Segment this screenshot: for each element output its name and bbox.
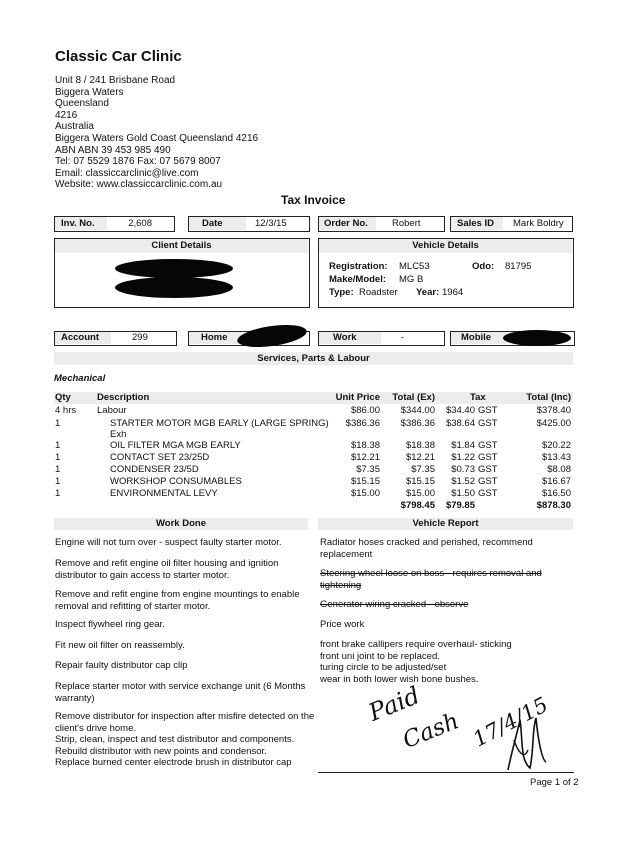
document-title: Tax Invoice bbox=[281, 193, 346, 207]
address-line: Australia bbox=[55, 121, 94, 133]
work-phone-box bbox=[318, 331, 445, 346]
col-total-ex: Total (Ex) bbox=[392, 392, 435, 403]
redacted-client-name bbox=[115, 259, 233, 278]
row-qty: 1 bbox=[55, 440, 61, 451]
row-desc: WORKSHOP CONSUMABLES bbox=[110, 476, 242, 487]
client-details-box bbox=[54, 238, 310, 308]
row-tax: $1.52 bbox=[451, 476, 475, 487]
col-description: Description bbox=[97, 392, 150, 403]
row-inc: $378.40 bbox=[536, 405, 571, 416]
handwritten-paid: Paid bbox=[364, 681, 424, 727]
order-number-box bbox=[318, 216, 445, 232]
odo-value: 81795 bbox=[505, 261, 532, 272]
vehicle-details-title: Vehicle Details bbox=[319, 239, 572, 253]
row-desc: Labour bbox=[97, 405, 127, 416]
footer-rule bbox=[318, 772, 574, 773]
work-done-item: Engine will not turn over - suspect faulty starter motor. bbox=[55, 537, 282, 548]
vehicle-report-item-struck: Generator wiring cracked - observe bbox=[320, 599, 469, 610]
section-mechanical: Mechanical bbox=[54, 373, 106, 384]
row-qty: 4 hrs bbox=[55, 405, 77, 416]
odo-label: Odo: bbox=[472, 261, 495, 272]
row-gst: GST bbox=[478, 418, 498, 429]
address-line: Queensland bbox=[55, 98, 109, 110]
row-gst: GST bbox=[478, 440, 498, 451]
row-gst: GST bbox=[478, 464, 498, 475]
vehicle-details-box bbox=[318, 238, 574, 308]
page-number: Page 1 of 2 bbox=[530, 777, 579, 788]
row-gst: GST bbox=[478, 488, 498, 499]
row-tax: $0.73 bbox=[451, 464, 475, 475]
row-gst: GST bbox=[478, 452, 498, 463]
redacted-mobile-phone bbox=[503, 330, 571, 346]
row-ex: $344.00 bbox=[400, 405, 435, 416]
handwritten-cash: Cash bbox=[399, 708, 463, 754]
company-address bbox=[55, 75, 258, 191]
work-done-item: Replace starter motor with service exchange unit (6 Months warranty) bbox=[55, 681, 306, 704]
row-qty: 1 bbox=[55, 488, 61, 499]
row-ex: $18.38 bbox=[405, 440, 435, 451]
sales-value: Mark Boldry bbox=[513, 218, 564, 229]
row-ex: $12.21 bbox=[405, 452, 435, 463]
invoice-number-box bbox=[54, 216, 175, 232]
row-tax: $1.50 bbox=[451, 488, 475, 499]
year-value: 1964 bbox=[442, 287, 464, 298]
work-done-item: Remove and refit engine from engine mountings to enable removal and refitting of starter motor. bbox=[55, 589, 300, 612]
total-ex: $798.45 bbox=[400, 500, 435, 511]
sales-id-box bbox=[450, 216, 573, 232]
home-label: Home bbox=[189, 332, 241, 344]
services-title: Services, Parts & Labour bbox=[54, 352, 573, 365]
row-desc: STARTER MOTOR MGB EARLY (LARGE SPRING) bbox=[110, 418, 329, 429]
year-label: Year: bbox=[416, 287, 440, 298]
type-label: Type: bbox=[329, 287, 354, 298]
row-gst: GST bbox=[478, 405, 498, 416]
vehicle-report-item-struck: Steering wheel loose on boss - requires removal and tightening bbox=[320, 568, 542, 591]
row-qty: 1 bbox=[55, 452, 61, 463]
work-done-item: Repair faulty distributor cap clip bbox=[55, 660, 188, 671]
row-ex: $386.36 bbox=[400, 418, 435, 429]
row-tax: $34.40 bbox=[445, 405, 475, 416]
row-unit: $86.00 bbox=[350, 405, 380, 416]
order-label: Order No. bbox=[319, 217, 376, 230]
home-phone-box bbox=[188, 331, 310, 346]
total-inc: $878.30 bbox=[536, 500, 571, 511]
phone-line: Tel: 07 5529 1876 Fax: 07 5679 8007 bbox=[55, 156, 221, 168]
row-gst: GST bbox=[478, 476, 498, 487]
vehicle-report-item: front brake callipers require overhaul- sticking front uni joint to be replaced. turing circle to be adjusted/set wear in both lower wish bone bushes. bbox=[320, 639, 512, 685]
handwritten-date: 17/4/15 bbox=[469, 692, 552, 752]
row-unit: $15.15 bbox=[350, 476, 380, 487]
row-desc: ENVIRONMENTAL LEVY bbox=[110, 488, 218, 499]
row-inc: $8.08 bbox=[547, 464, 571, 475]
registration-label: Registration: bbox=[329, 261, 388, 272]
address-line: Biggera Waters bbox=[55, 86, 124, 98]
vehicle-report-item: Radiator hoses cracked and perished, recommend replacement bbox=[320, 537, 533, 560]
row-qty: 1 bbox=[55, 476, 61, 487]
email-line: Email: classiccarclinic@live.com bbox=[55, 167, 199, 179]
col-qty: Qty bbox=[55, 392, 71, 403]
date-label: Date bbox=[189, 217, 246, 230]
row-unit: $386.36 bbox=[345, 418, 380, 429]
address-line: Biggera Waters Gold Coast Queensland 4216 bbox=[55, 132, 259, 144]
redacted-home-phone bbox=[236, 321, 308, 351]
work-done-item: Remove distributor for inspection after misfire detected on the client's drive home. Strip, clean, inspect and test distributor and components. Rebuild distributor with new points and condensor. Replace burned center electrode brush in distributor cap bbox=[55, 711, 315, 768]
company-name: Classic Car Clinic bbox=[55, 48, 182, 65]
client-details-title: Client Details bbox=[55, 239, 308, 253]
row-tax: $38.64 bbox=[445, 418, 475, 429]
work-label: Work bbox=[319, 332, 381, 344]
row-inc: $13.43 bbox=[541, 452, 571, 463]
registration-value: MLC53 bbox=[399, 261, 430, 272]
row-unit: $18.38 bbox=[350, 440, 380, 451]
row-ex: $15.15 bbox=[405, 476, 435, 487]
sales-label: Sales ID bbox=[451, 217, 503, 230]
row-unit: $7.35 bbox=[356, 464, 380, 475]
abn-line: ABN ABN 39 453 985 490 bbox=[55, 144, 171, 156]
work-done-item: Inspect flywheel ring gear. bbox=[55, 619, 165, 630]
date-box bbox=[188, 216, 310, 232]
row-unit: $15.00 bbox=[350, 488, 380, 499]
row-desc-continued: Exh bbox=[110, 429, 127, 440]
work-done-title: Work Done bbox=[54, 518, 308, 530]
row-inc: $16.50 bbox=[541, 488, 571, 499]
work-done-item: Remove and refit engine oil filter housing and ignition distributor to gain access to starter motor. bbox=[55, 558, 279, 581]
make-model-value: MG B bbox=[399, 274, 424, 285]
row-ex: $15.00 bbox=[405, 488, 435, 499]
signature-scribble bbox=[490, 690, 560, 780]
col-unit-price: Unit Price bbox=[335, 392, 380, 403]
row-desc: OIL FILTER MGA MGB EARLY bbox=[110, 440, 241, 451]
row-inc: $16.67 bbox=[541, 476, 571, 487]
date-value: 12/3/15 bbox=[255, 218, 287, 229]
address-line: 4216 bbox=[55, 109, 78, 121]
row-qty: 1 bbox=[55, 418, 61, 429]
website-line: Website: www.classiccarclinic.com.au bbox=[55, 179, 223, 191]
row-desc: CONDENSER 23/5D bbox=[110, 464, 199, 475]
mobile-label: Mobile bbox=[451, 332, 507, 344]
account-value: 299 bbox=[132, 332, 148, 343]
row-tax: $1.22 bbox=[451, 452, 475, 463]
row-unit: $12.21 bbox=[350, 452, 380, 463]
vehicle-report-item: Price work bbox=[320, 619, 365, 630]
row-inc: $20.22 bbox=[541, 440, 571, 451]
row-ex: $7.35 bbox=[411, 464, 435, 475]
inv-value: 2,608 bbox=[128, 218, 152, 229]
type-value: Roadster bbox=[359, 287, 398, 298]
make-model-label: Make/Model: bbox=[329, 274, 387, 285]
work-value: - bbox=[401, 332, 405, 343]
address-line: Unit 8 / 241 Brisbane Road bbox=[55, 75, 176, 86]
row-tax: $1.84 bbox=[451, 440, 475, 451]
row-qty: 1 bbox=[55, 464, 61, 475]
mobile-phone-box bbox=[450, 331, 575, 346]
account-label: Account bbox=[55, 332, 111, 344]
work-done-item: Fit new oil filter on reassembly. bbox=[55, 640, 185, 651]
col-tax: Tax bbox=[470, 392, 486, 403]
row-inc: $425.00 bbox=[536, 418, 571, 429]
row-desc: CONTACT SET 23/25D bbox=[110, 452, 210, 463]
redacted-client-address bbox=[115, 277, 233, 298]
inv-label: Inv. No. bbox=[55, 217, 107, 230]
total-tax: $79.85 bbox=[445, 500, 475, 511]
col-total-inc: Total (Inc) bbox=[526, 392, 571, 403]
vehicle-report-title: Vehicle Report bbox=[318, 518, 573, 530]
account-box bbox=[54, 331, 177, 346]
order-value: Robert bbox=[392, 218, 421, 229]
